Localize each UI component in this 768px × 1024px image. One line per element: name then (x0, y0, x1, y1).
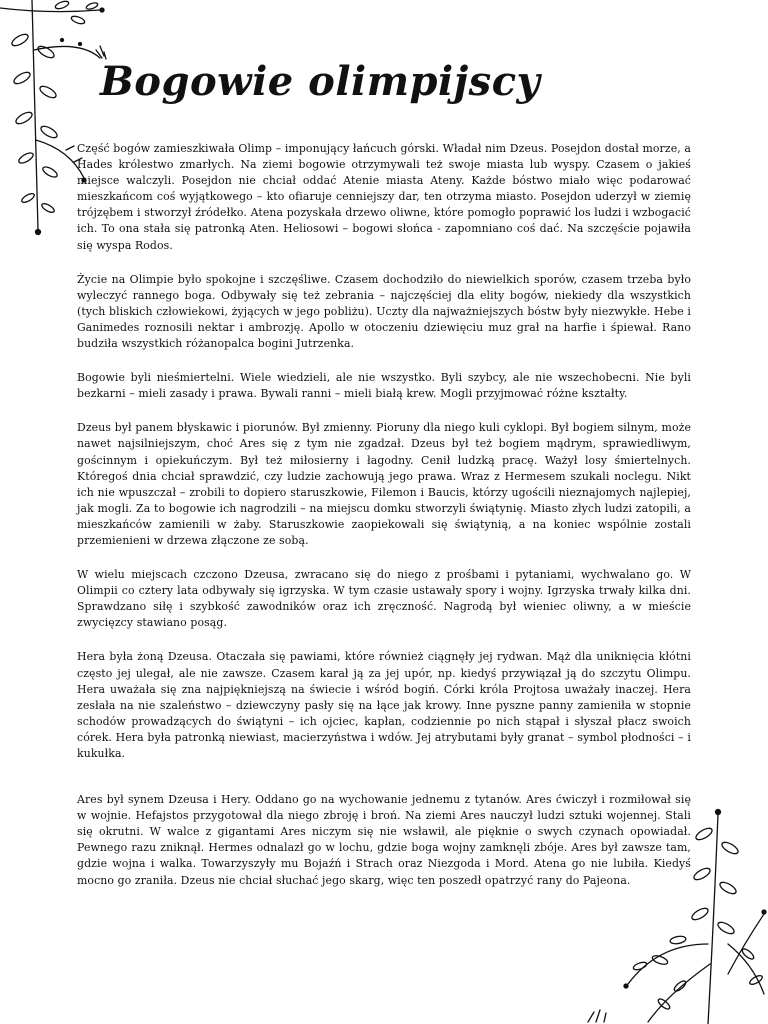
paragraph: Hera była żoną Dzeusa. Otaczała się pawiami, które również ciągnęły jej rydwan. Mąż dla uniknięcia kłótni często jej ulegał, ale nie zawsze. Czasem karał ją za jej upór, np. kiedyś przywiązał ją do szczytu Olimpu. Hera uważała się zna najpiękniejszą na świecie i wśród bogiń. Córki króla Projtosa uważały inaczej. Hera zesłała na nie szaleństwo – dziewczyny pasły się na łące jak krowy. Inne pyszne panny zamieniła w stopnie schodów prowadzących do świątyni – ich ojciec, kapłan, codziennie po nich stąpał i słyszał płacz swoich córek. Hera była patronką niewiast, macierzyństwa i wdów. Jej atrybutami były granat – symbol płodności – i kukułka. (77, 650, 691, 760)
article-body (77, 141, 691, 907)
paragraph: Życie na Olimpie było spokojne i szczęśliwe. Czasem dochodziło do niewielkich sporów, czasem trzeba było wyleczyć rannego boga. Odbywały się też zebrania – najczęściej dla elity bogów, niekiedy dla wszystkich (tych bliskich człowiekowi, żyjących w jego pobliżu). Uczty dla najważniejszych bóstw były niezwykłe. Hebe i Ganimedes roznosili nektar i ambrozję. Apollo w otoczeniu dziewięciu muz grał na harfie i śpiewał. Rano budziła wszystkich różanopalca bogini Jutrzenka. (77, 272, 691, 351)
paragraph: Ares był synem Dzeusa i Hery. Oddano go na wychowanie jednemu z tytanów. Ares ćwiczył i rozmiłował się w wojnie. Hefajstos przygotował dla niego zbroję i broń. Na ziemi Ares nauczył ludzi sztuki wojennej. Stali się okrutni. W walce z gigantami Ares niczym się nie wsławił, ale pięknie o swych czynach opowiadał. Pewnego razu zniknął. Hermes odnalazł go w lochu, gdzie boga wojny zamknęli zbóje. Ares był zawsze tam, gdzie wojna i walka. Towarzyszyły mu Bojaźń i Strach oraz Niezgoda i Mord. Atena go nie lubiła. Kiedyś mocno go zraniła. Dzeus nie chciał słuchać jego skarg, więc ten poszedł opatrzyć rany do Pajeona. (77, 793, 691, 887)
paragraph: Część bogów zamieszkiwała Olimp – imponujący łańcuch górski. Władał nim Dzeus. Posejdon dostał morze, a Hades królestwo zmarłych. Na ziemi bogowie otrzymywali też swoje miasta lub wyspy. Czasem o jakieś miejsce walczyli. Posejdon nie chciał oddać Atenie miasta Ateny. Każde bóstwo miało więc podarować mieszkańcom coś wyjątkowego – kto ofiaruje cenniejszy dar, ten otrzyma miasto. Posejdon uderzył w ziemię trójzębem i stworzył źródełko. Atena pozyskała drzewo oliwne, które pomogło poprawić los ludzi i wzbogacić ich. To ona stała się patronką Aten. Heliosowi – bogowi słońca - zapomniano coś dać. Na szczęście pojawiła się wyspa Rodos. (77, 142, 691, 252)
paragraph: Bogowie byli nieśmiertelni. Wiele wiedzieli, ale nie wszystko. Byli szybcy, ale nie wszechobecni. Nie byli bezkarni – mieli zasady i prawa. Bywali ranni – mieli białą krew. Mogli przyjmować różne kształty. (77, 371, 691, 401)
paragraph: Dzeus był panem błyskawic i piorunów. Był zmienny. Pioruny dla niego kuli cyklopi. Był bogiem silnym, może nawet najsilniejszym, choć Ares się z tym nie zgadzał. Dzeus był też bogiem mądrym, sprawiedliwym, gościnnym i opiekuńczym. Był też miłosierny i łagodny. Cenił ludzką pracę. Ważył losy śmiertelnych. Któregoś dnia chciał sprawdzić, czy ludzie zachowują jego prawa. Wraz z Hermesem szukali noclegu. Nikt ich nie wpuszczał – zrobili to dopiero staruszkowie, Filemon i Baucis, którzy ugościli nieznajomych najlepiej, jak mogli. Za to bogowie ich nagrodzili – na miejscu domku stworzyli świątynię. Miasto złych ludzi zatopili, a mieszkańców zamienili w żaby. Staruszkowie zaopiekowali się świątynią, a na koniec wspólnie zostali przemienieni w drzewa złączone ze sobą. (77, 421, 691, 547)
paragraph: W wielu miejscach czczono Dzeusa, zwracano się do niego z prośbami i pytaniami, wychwalano go. W Olimpii co cztery lata odbywały się igrzyska. W tym czasie ustawały spory i wojny. Igrzyska trwały kilka dni. Sprawdzano siłę i szybkość zawodników oraz ich zręczność. Nagrodą był wieniec oliwny, a w mieście zwycięzcy stawiano posąg. (77, 568, 691, 630)
page-title: Bogowie olimpijscy (100, 58, 541, 105)
